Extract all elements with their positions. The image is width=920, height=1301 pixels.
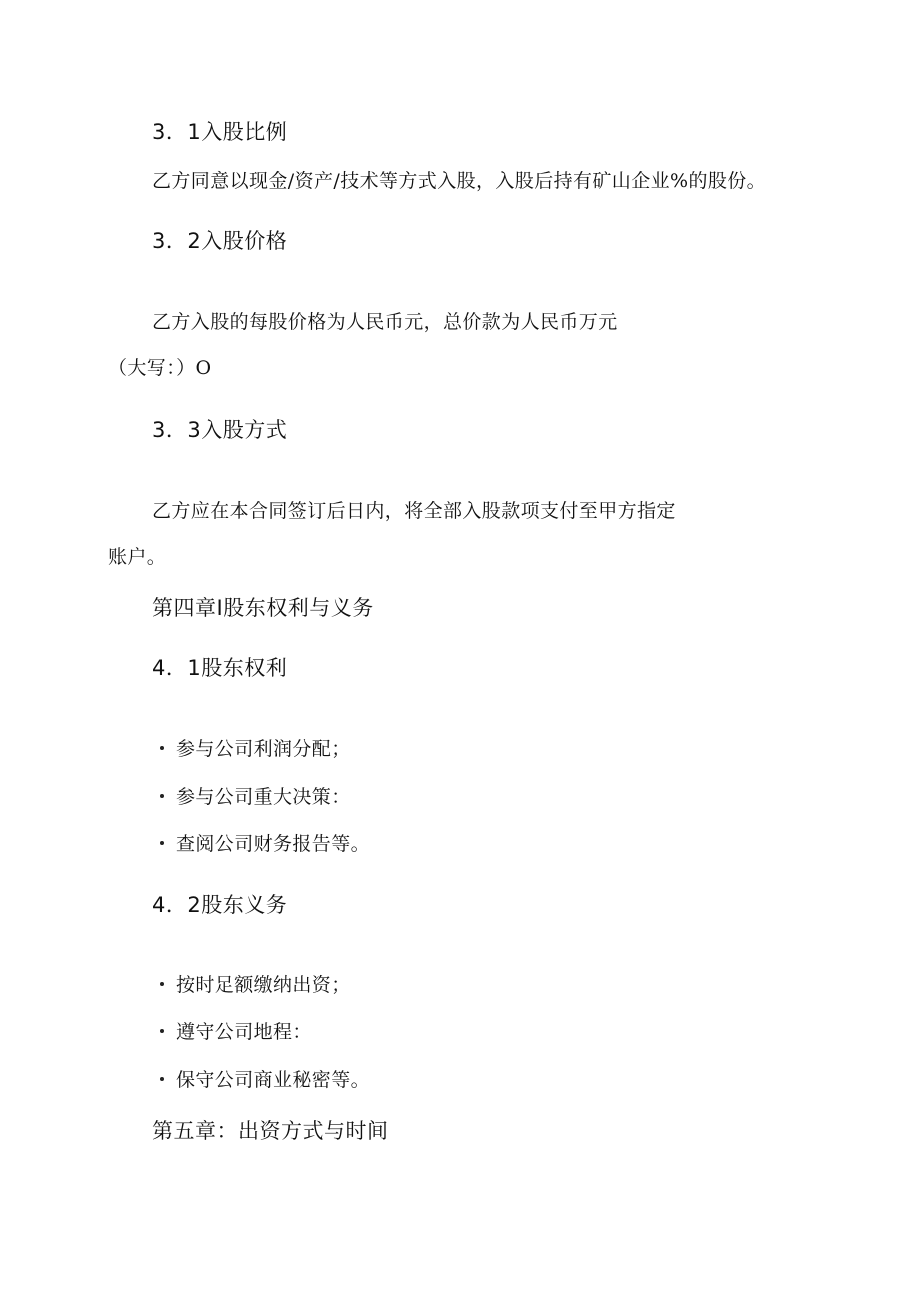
section-3-2-text-line1: 乙方入股的每股价格为人民币元，总价款为人民币万元 <box>152 311 618 333</box>
list-item: 保守公司商业秘密等。 <box>160 1071 370 1090</box>
bullet-icon <box>160 794 164 798</box>
bullet-icon <box>160 982 164 986</box>
list-item: 查阅公司财务报告等。 <box>160 835 370 854</box>
chapter-4-title: 第四章I股东权利与义务 <box>152 596 374 620</box>
section-3-3-text-line1: 乙方应在本合同签订后日内，将全部入股款项支付至甲方指定 <box>152 500 676 522</box>
bullet-icon <box>160 1077 164 1081</box>
bullet-icon <box>160 841 164 845</box>
section-3-1-text: 乙方同意以现金/资产/技术等方式入股，入股后持有矿山企业%的股份。 <box>152 170 767 192</box>
list-item: 按时足额缴纳出资； <box>160 976 351 995</box>
list-item: 遵守公司地程： <box>160 1023 312 1042</box>
chapter-5-title: 第五章：出资方式与时间 <box>152 1119 389 1143</box>
bullet-icon <box>160 746 164 750</box>
list-item: 参与公司重大决策： <box>160 788 351 807</box>
bullet-icon <box>160 1029 164 1033</box>
list-item: 参与公司利润分配； <box>160 740 351 759</box>
section-4-2-heading: 4．2股东义务 <box>152 893 288 917</box>
section-3-3-heading: 3．3入股方式 <box>152 418 288 442</box>
section-4-1-heading: 4．1股东权利 <box>152 656 288 680</box>
section-3-2-heading: 3．2入股价格 <box>152 229 288 253</box>
section-3-2-text-line2: （大写：）O <box>108 357 212 379</box>
section-3-1-heading: 3．1入股比例 <box>152 120 288 144</box>
section-3-3-text-line2: 账户。 <box>108 546 167 568</box>
